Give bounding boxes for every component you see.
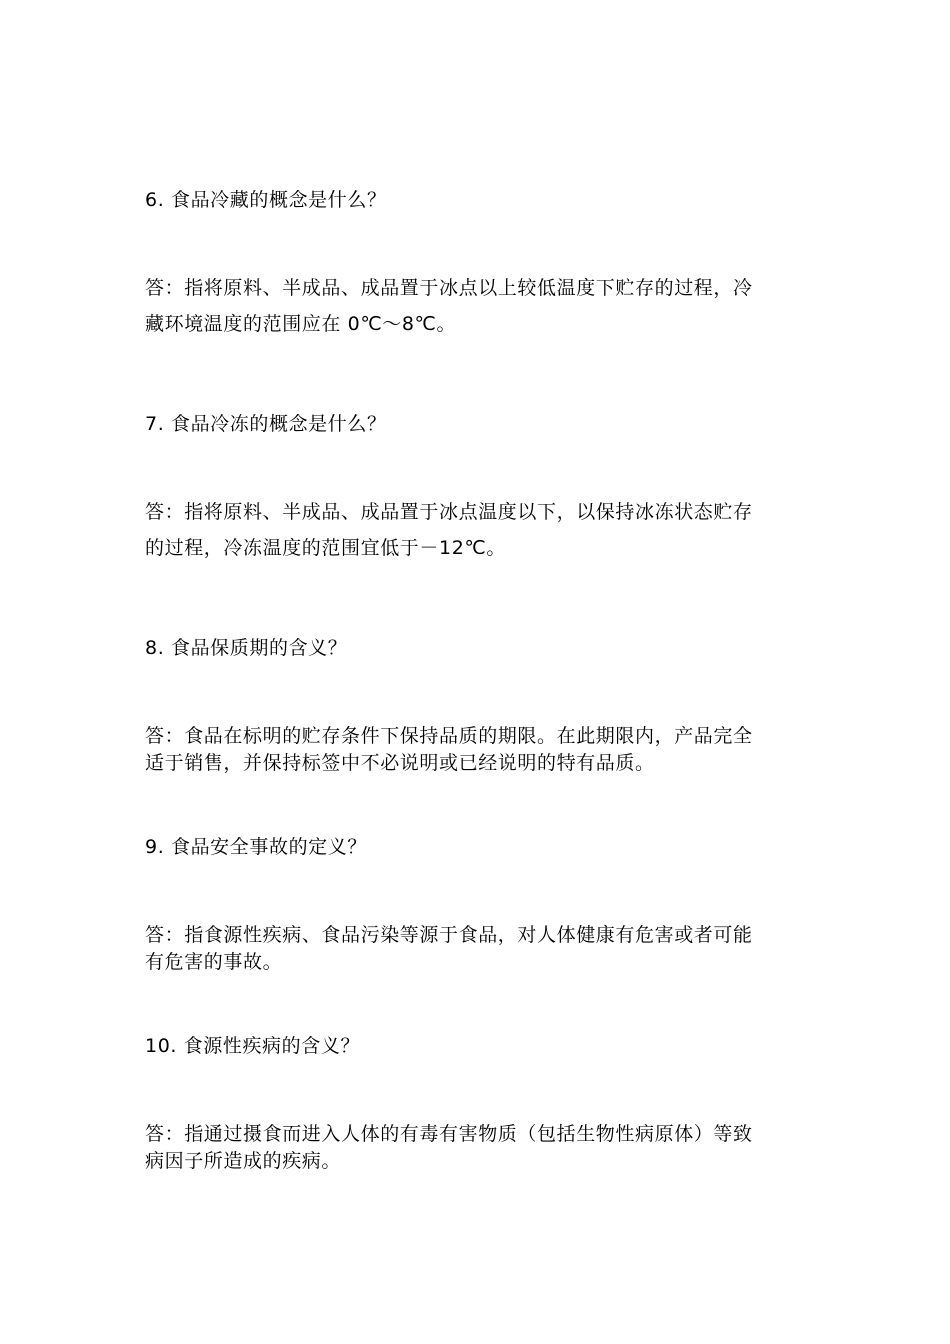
answer-6-line-2: 藏环境温度的范围应在 0℃～8℃。: [145, 313, 457, 335]
answer-8-line-2: 适于销售，并保持标签中不必说明或已经说明的特有品质。: [145, 752, 655, 774]
answer-9-line-1: 答：指食源性疾病、食品污染等源于食品，对人体健康有危害或者可能: [145, 924, 753, 946]
question-10: 10. 食源性疾病的含义？: [145, 1035, 361, 1057]
answer-7-line-1: 答：指将原料、半成品、成品置于冰点温度以下，以保持冰冻状态贮存: [145, 501, 753, 523]
question-8: 8. 食品保质期的含义？: [145, 637, 348, 659]
answer-9-line-2: 有危害的事故。: [145, 951, 283, 973]
answer-6-line-1: 答：指将原料、半成品、成品置于冰点以上较低温度下贮存的过程，冷: [145, 277, 753, 299]
question-7: 7. 食品冷冻的概念是什么？: [145, 413, 387, 435]
question-9: 9. 食品安全事故的定义？: [145, 836, 367, 858]
answer-7-line-2: 的过程，冷冻温度的范围宜低于－12℃。: [145, 537, 506, 559]
answer-10-line-1: 答：指通过摄食而进入人体的有毒有害物质（包括生物性病原体）等致: [145, 1123, 753, 1145]
question-6: 6. 食品冷藏的概念是什么？: [145, 189, 387, 211]
answer-10-line-2: 病因子所造成的疾病。: [145, 1150, 342, 1172]
answer-8-line-1: 答：食品在标明的贮存条件下保持品质的期限。在此期限内，产品完全: [145, 725, 753, 747]
